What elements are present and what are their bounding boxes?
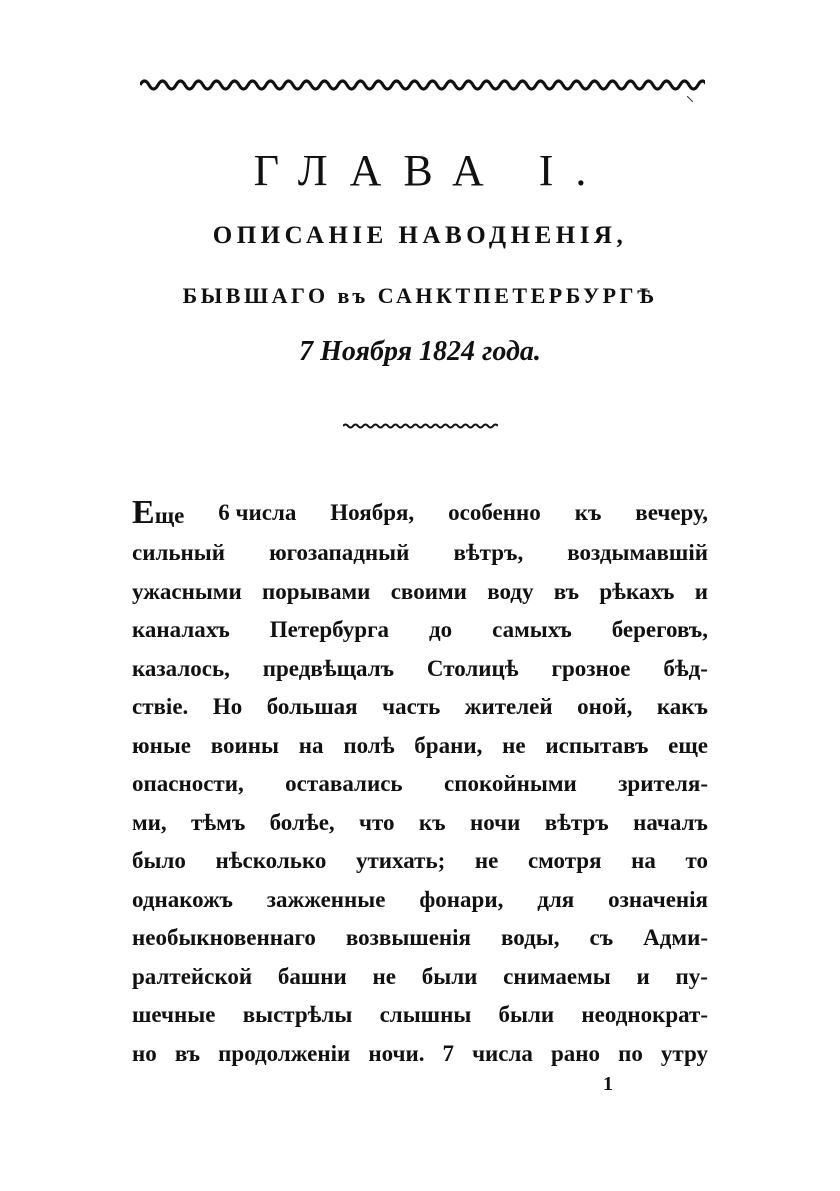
word: воды, (501, 925, 560, 950)
word: 7 (442, 1040, 455, 1066)
word: утихать; (356, 848, 446, 873)
word: по (618, 1040, 643, 1066)
text-line (132, 534, 708, 573)
word: 6 числа (218, 500, 297, 525)
word: Но (212, 694, 243, 719)
word: что (359, 809, 395, 835)
word: часть (382, 694, 441, 719)
word: въ (553, 578, 580, 604)
text-line (132, 919, 708, 958)
word: ужасными (132, 578, 242, 604)
word: ралтейской (132, 963, 253, 989)
word: возвышенiя (345, 925, 471, 950)
word: фонари, (419, 886, 504, 912)
word: опасности, (132, 771, 244, 796)
word: были (498, 1002, 555, 1027)
word: и (694, 578, 708, 604)
word: однакожъ (132, 886, 233, 912)
word: рѣкахъ (599, 578, 675, 604)
word: пу- (675, 963, 708, 989)
word: испытавъ (545, 732, 649, 758)
word: необыкновеннаго (132, 925, 316, 950)
word: сильный (132, 540, 225, 565)
word: Ноября, (330, 500, 415, 525)
word: снимаемы (503, 963, 611, 989)
word: не (372, 963, 396, 989)
text-line (132, 765, 708, 804)
word: числа (472, 1040, 533, 1066)
stray-ink-mark (687, 96, 693, 102)
word: Адми- (643, 925, 708, 950)
word: до (429, 617, 453, 642)
word: юные (132, 732, 191, 758)
signature-mark: 1 (603, 1073, 613, 1095)
word: самыхъ (492, 617, 572, 642)
text-line (132, 1035, 708, 1074)
word: не (502, 732, 526, 758)
word: было (132, 848, 186, 873)
word: оной, (577, 694, 633, 719)
word: бѣд- (663, 655, 708, 681)
word: вѣтръ, (453, 540, 524, 565)
chapter-subtitle-line-1: ОПИСАНIЕ НАВОДНЕНIЯ, (212, 222, 628, 249)
word: югозападный (269, 540, 410, 565)
word: какъ (656, 694, 708, 719)
word: ночи. (368, 1040, 425, 1066)
word: неоднократ- (581, 1002, 708, 1027)
text-line (132, 996, 708, 1035)
word: въ (174, 1040, 201, 1066)
word: зрителя- (618, 771, 708, 796)
word: большая (266, 694, 358, 719)
word: нѣсколько (215, 848, 327, 873)
word: продолженiи (218, 1040, 351, 1066)
word: были (421, 963, 478, 989)
drop-cap-letter: Е (132, 494, 155, 531)
text-line (132, 958, 708, 997)
text-line (132, 727, 708, 766)
word: воду (487, 578, 534, 604)
word: воздымавшiй (567, 540, 708, 565)
word: вѣтръ (544, 809, 609, 835)
word: рано (550, 1040, 601, 1066)
word: смотря (527, 848, 602, 873)
word: къ (574, 500, 602, 525)
word: брани, (414, 732, 483, 758)
word: предвѣщалъ (262, 655, 395, 681)
wavy-ornament-top (140, 74, 705, 96)
word: шечные (132, 1002, 216, 1027)
word: слышны (379, 1002, 472, 1027)
word: на (298, 732, 324, 758)
word: утру (660, 1040, 708, 1066)
text-line (132, 688, 708, 727)
chapter-date-line: 7 Ноября 1824 года. (299, 336, 541, 367)
word: полѣ (343, 732, 395, 758)
body-text (132, 492, 708, 1073)
word: не (474, 848, 499, 873)
word: Петербурга (269, 617, 390, 642)
word: еще (668, 732, 708, 758)
word: оставались (285, 771, 403, 796)
text-line (132, 842, 708, 881)
word: означенiя (608, 886, 708, 912)
chapter-title: ГЛАВА I. (253, 146, 609, 195)
word: Столицѣ (426, 655, 519, 681)
word: къ (418, 809, 446, 835)
word: особенно (448, 500, 541, 525)
word: тѣмъ (191, 809, 246, 835)
text-line (132, 573, 708, 612)
word: ми, (132, 809, 167, 835)
word: казалось, (132, 655, 230, 681)
word: грозное (551, 655, 631, 681)
word: для (537, 886, 575, 912)
word: береговъ, (611, 617, 708, 642)
word: на (631, 848, 656, 873)
word: порывами (262, 578, 371, 604)
word: то (685, 848, 708, 873)
chapter-heading (0, 140, 840, 372)
word: но (132, 1040, 157, 1066)
word: и (636, 963, 650, 989)
word: башни (277, 963, 347, 989)
text-line (132, 804, 708, 843)
word: своими (390, 578, 467, 604)
chapter-subtitle-line-2: БЫВШАГО въ САНКТПЕТЕРБУРГѢ (182, 283, 658, 308)
word: ночи (469, 809, 521, 835)
word: воины (210, 732, 280, 758)
word: жителей (464, 694, 553, 719)
word: началъ (633, 809, 708, 835)
text-line (132, 650, 708, 689)
text-line (132, 881, 708, 920)
word: каналахъ (132, 617, 230, 642)
text-line (132, 611, 708, 650)
word: выстрѣлы (242, 1002, 353, 1027)
word: спокойными (443, 771, 577, 796)
word: Еще (132, 494, 185, 531)
word: вечеру, (635, 500, 708, 525)
word: болѣе, (269, 809, 335, 835)
word: зажженные (266, 886, 386, 912)
word: съ (589, 925, 614, 950)
decorative-separator (343, 422, 498, 430)
word: ствiе. (132, 694, 189, 719)
text-line (132, 492, 708, 534)
